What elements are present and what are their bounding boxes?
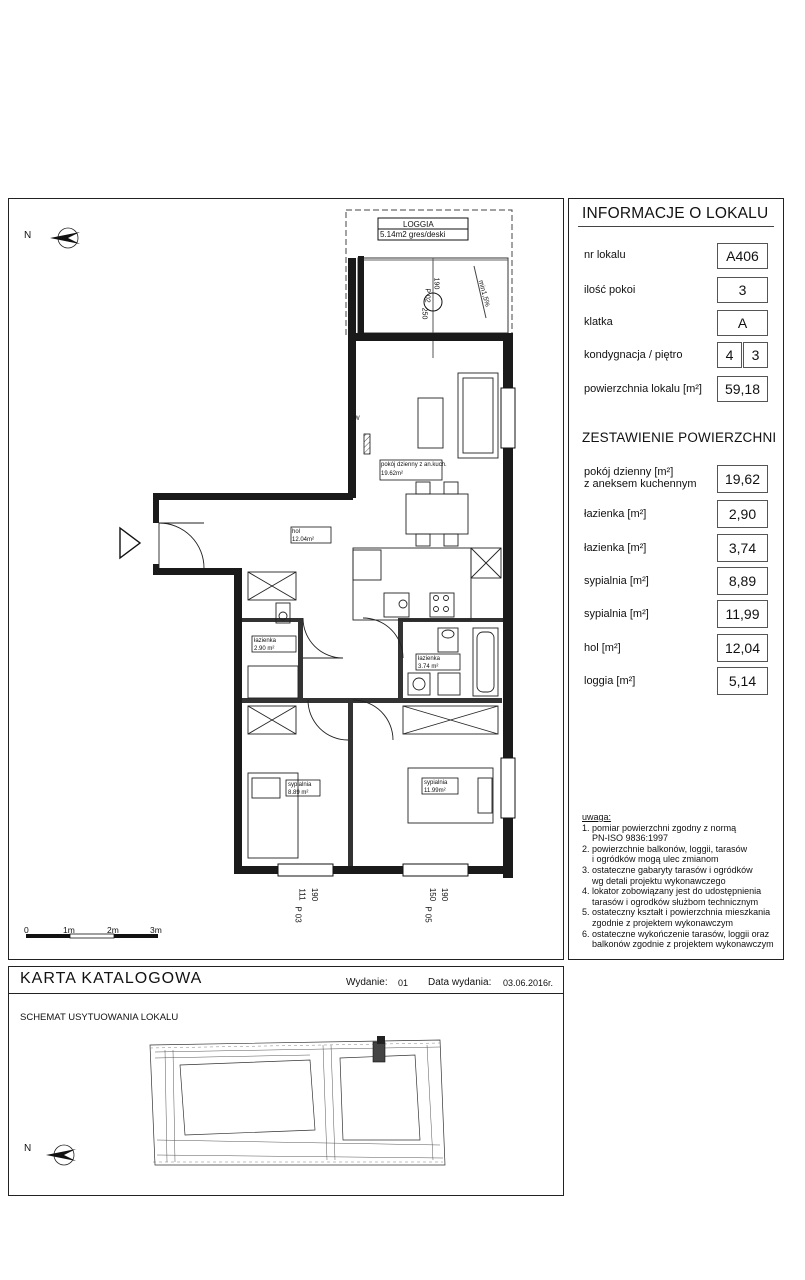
date-label: Data wydania: (428, 977, 492, 988)
floor-plan (8, 198, 568, 958)
info-value-storey: 4 (717, 342, 742, 368)
area-label-bath1: łazienka [m²] (584, 508, 647, 520)
notes-title: uwaga: (582, 812, 612, 822)
note-line: PN-ISO 9836:1997 (592, 833, 669, 844)
north-arrow-icon (30, 1135, 80, 1175)
hall-label: hol (292, 529, 301, 535)
note-line: zgodnie z projektem wykonawczym (592, 917, 734, 928)
footer-north-label: N (24, 1143, 32, 1154)
footer-title-rule (8, 993, 564, 994)
info-label-nr: nr lokalu (584, 249, 626, 261)
info-label-floor: kondygnacja / piętro (584, 349, 683, 361)
scale-label-0: 0 (24, 925, 29, 935)
bath2-label: łazienka (418, 656, 441, 662)
win2-dim-b: 190 (440, 887, 450, 902)
bed2-label: sypialnia (424, 780, 448, 786)
bed1-label: sypialnia (288, 782, 312, 788)
note-line: 4. lokator zobowiązany jest do udostępnienia (582, 886, 762, 897)
edition-label: Wydanie: (346, 977, 388, 988)
note-line: balkonów zgodnie z projektem wykonawczym (592, 939, 774, 950)
area-value-living: 19,62 (717, 465, 768, 493)
bath1-area: 2.90 m² (254, 646, 275, 652)
info-title: INFORMACJE O LOKALU (582, 205, 769, 222)
scale-bar (26, 934, 158, 938)
living-area: 19.62m² (381, 471, 404, 477)
note-line: wg detali projektu wykonawczego (592, 875, 726, 886)
scale-label-2: 2m (107, 925, 119, 935)
info-value-rooms: 3 (717, 277, 768, 303)
loggia-dim-a: 190 (432, 277, 440, 290)
north-label: N (24, 230, 32, 241)
scale-label-3: 3m (150, 925, 162, 935)
info-label-rooms: ilość pokoi (584, 284, 636, 296)
note-line: 2. powierzchnie balkonów, loggii, tarasów (582, 843, 748, 854)
info-value-floor: 3 (743, 342, 768, 368)
bed1-area: 8.89 m² (288, 790, 309, 796)
living-label: pokój dzienny z an.kuch. (381, 462, 447, 468)
area-label-bed2: sypialnia [m²] (584, 608, 649, 620)
note-line: 1. pomiar powierzchni zgodny z normą (582, 822, 737, 833)
loggia-sub: 5.14m2 gres/deski (380, 230, 446, 239)
area-label-living: pokój dzienny [m²] (584, 466, 674, 478)
note-line: 3. ostateczne gabaryty tarasów i ogródków (582, 864, 753, 875)
info-title-rule (578, 226, 774, 227)
area-value-hall: 12,04 (717, 634, 768, 662)
north-arrow-icon (50, 228, 80, 248)
loggia-window-code: P 02 (423, 288, 431, 303)
note-line: tarasów i ogrodków służbom technicznym (592, 896, 759, 907)
areas-title: ZESTAWIENIE POWIERZCHNI (582, 430, 777, 445)
area-value-bed2: 11,99 (717, 600, 768, 628)
info-label-area: powierzchnia lokalu [m²] (584, 383, 702, 395)
info-value-area: 59,18 (717, 376, 768, 402)
area-label-loggia: loggia [m²] (584, 675, 636, 687)
scale-label-1: 1m (63, 925, 75, 935)
area-value-bath1: 2,90 (717, 500, 768, 528)
area-label-bath2: łazienka [m²] (584, 542, 647, 554)
karta-title: KARTA KATALOGOWA (20, 970, 203, 987)
area-value-loggia: 5,14 (717, 667, 768, 695)
win2-dim-a: 150 (428, 887, 438, 902)
win1-dim-a: 111 (297, 888, 307, 901)
schema-title: SCHEMAT USYTUOWANIA LOKALU (20, 1012, 179, 1023)
bed2-area: 11.99m² (424, 788, 446, 794)
area-label-hall: hol [m²] (584, 642, 621, 654)
win1-code: P 03 (293, 906, 303, 923)
note-line: i ogródków mogą ulec zmianom (592, 854, 719, 865)
vent-mark: W (354, 416, 360, 422)
hall-area: 12.04m² (292, 537, 315, 543)
win2-code: P 05 (423, 906, 433, 923)
win1-dim-b: 190 (310, 887, 320, 902)
area-value-bed1: 8,89 (717, 567, 768, 595)
info-value-staircase: A (717, 310, 768, 336)
slope-text: min1,5% (476, 279, 491, 308)
notes-block (582, 812, 774, 950)
area-label-living-2: z aneksem kuchennym (584, 478, 697, 490)
note-line: 6. ostateczne wykończenie tarasów, loggii oraz (582, 928, 770, 939)
entry-arrow-icon (120, 528, 140, 558)
loggia-dim-b: 250 (420, 307, 428, 320)
date-value: 03.06.2016r. (503, 978, 554, 988)
loggia-label: LOGGIA (403, 220, 434, 229)
info-value-nr: A406 (717, 243, 768, 269)
edition-value: 01 (398, 978, 409, 988)
note-line: 5. ostateczny kształt i powierzchnia mieszkania (582, 907, 771, 918)
bath2-area: 3.74 m² (418, 664, 439, 670)
area-value-bath2: 3,74 (717, 534, 768, 562)
info-label-staircase: klatka (584, 316, 613, 328)
site-plan (145, 1030, 465, 1170)
bath1-label: łazienka (254, 638, 277, 644)
unit-marker (373, 1042, 385, 1062)
area-label-bed1: sypialnia [m²] (584, 575, 649, 587)
